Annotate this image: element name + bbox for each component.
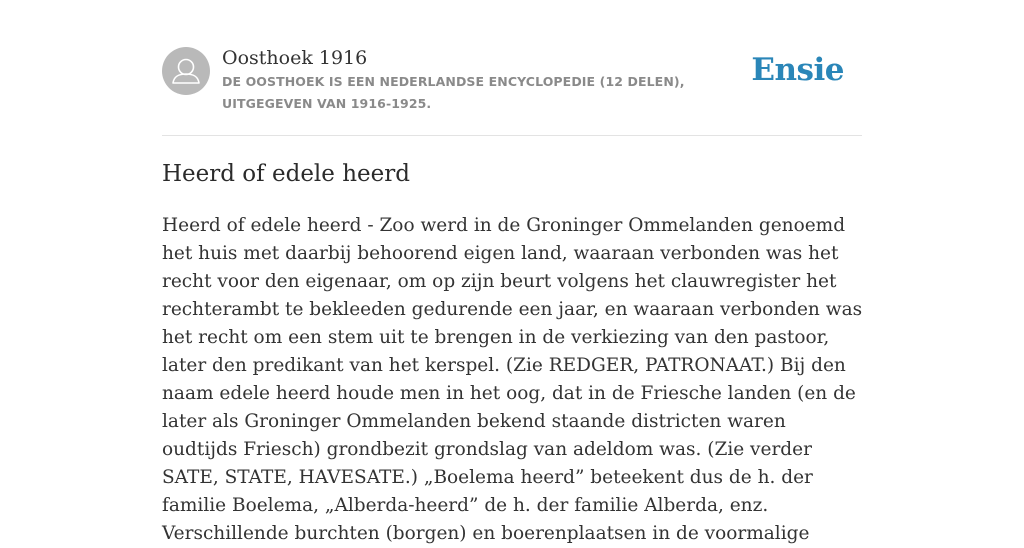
- header-divider: [162, 135, 862, 136]
- article-title: Heerd of edele heerd: [162, 161, 410, 187]
- user-avatar-icon[interactable]: [162, 47, 210, 95]
- source-name-link[interactable]: Oosthoek 1916: [222, 47, 368, 69]
- source-description: DE OOSTHOEK IS EEN NEDERLANDSE ENCYCLOPEDIE (12 DELEN), UITGEGEVEN VAN 1916-1925.: [222, 74, 685, 111]
- avatar-silhouette: [162, 47, 210, 95]
- article-body: Heerd of edele heerd - Zoo werd in de Groninger Ommelanden genoemd het huis met daarbij behoorend eigen land, waaraan verbonden was het recht voor den eigenaar, om op zijn beurt volgens het clauwregister het rechterambt te bekleeden gedurende een jaar, en waaraan verbonden was het recht om een stem uit te brengen in de verkiezing van den pastoor, later den predikant van het kerspel. (Zie REDGER, PATRONAAT.) Bij den naam edele heerd houde men in het oog, dat in de Friesche landen (en de later als Groninger Ommelanden bekend staande districten waren oudtijds Friesch) grondbezit grondslag van adeldom was. (Zie verder SATE, STATE, HAVESATE.) „Boelema heerd” beteekent dus de h. der familie Boelema, „Alberda-heerd” de h. der familie Alberda, enz. Verschillende burchten (borgen) en boerenplaatsen in de voormalige: [162, 215, 863, 544]
- ensie-logo[interactable]: Ensie: [751, 52, 844, 88]
- source-header: [162, 46, 862, 116]
